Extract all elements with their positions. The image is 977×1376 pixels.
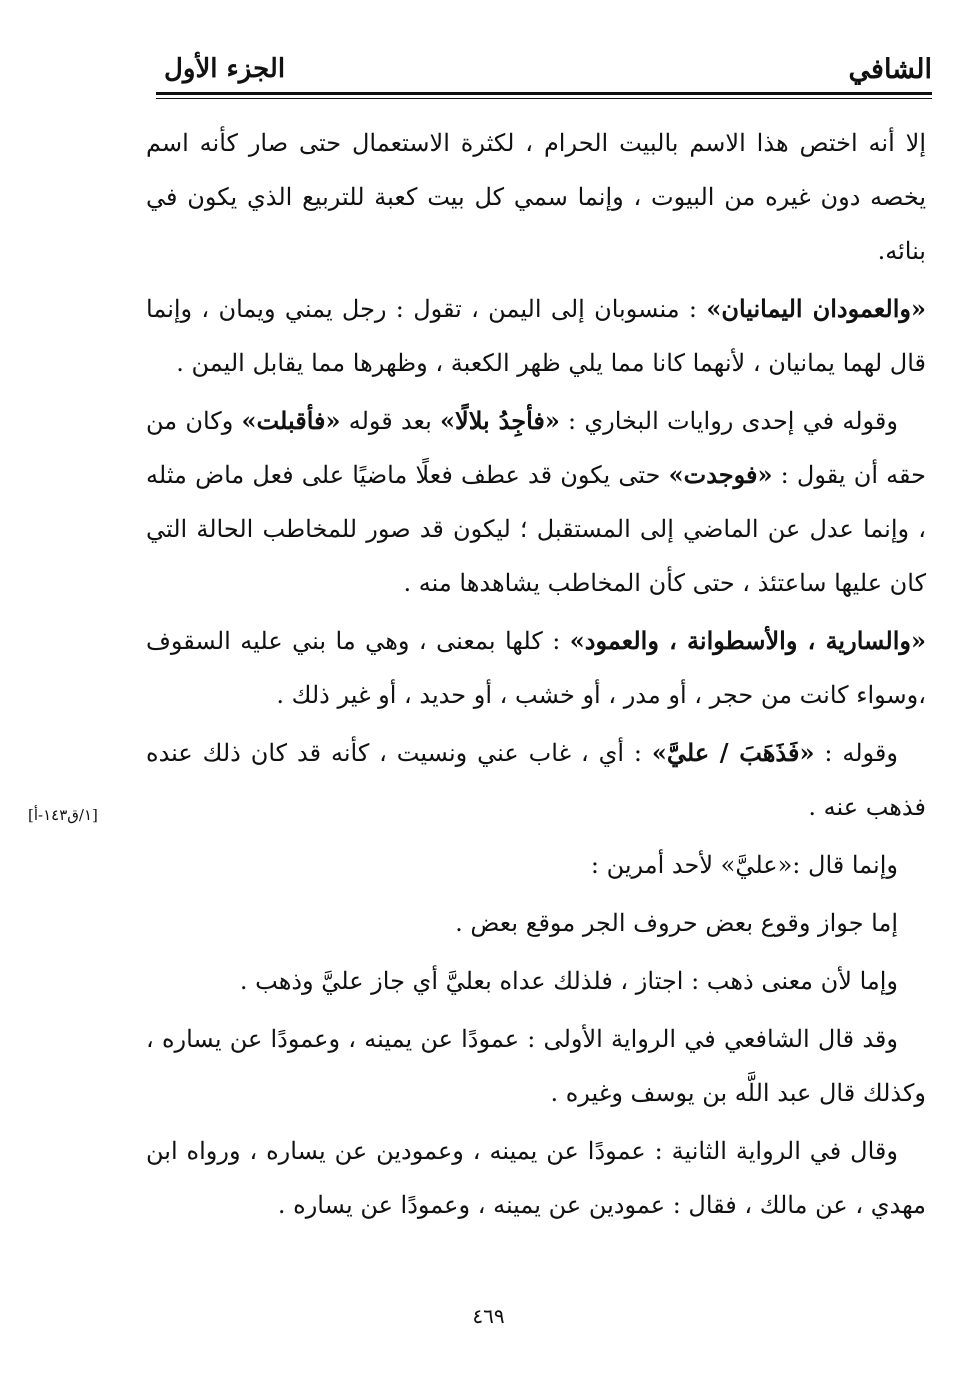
paragraph-1 xyxy=(146,116,926,278)
paragraph-10 xyxy=(146,1124,926,1232)
paragraph-7-text: إما جواز وقوع بعض حروف الجر موقع بعض . xyxy=(455,909,898,937)
paragraph-6 xyxy=(146,838,926,892)
header-rule-thick xyxy=(156,92,932,95)
manuscript-folio-note: [١/ق١٤٣-أ] xyxy=(28,806,98,824)
paragraph-4-text: : كلها بمعنى ، وهي ما بني عليه السقوف ،وسواء كانت من حجر ، أو مدر ، أو خشب ، أو حديد ، أو غير ذلك . xyxy=(146,627,926,709)
paragraph-2 xyxy=(146,282,926,390)
paragraph-3 xyxy=(146,394,926,610)
term-sariya: «والسارية ، والأسطوانة ، والعمود» xyxy=(569,626,926,655)
book-title: الشافي xyxy=(848,54,932,85)
term-fadhahaba-alayya: «فَذَهَبَ / عليَّ» xyxy=(651,738,815,767)
term-fawajadt: «فوجدت» xyxy=(668,460,773,489)
term-yamaniyan: «والعمودان اليمانيان» xyxy=(706,294,927,323)
paragraph-2-text: : منسوبان إلى اليمن ، تقول : رجل يمني ويمان ، وإنما قال لهما يمانيان ، لأنهما كانا مما يلي ظهر الكعبة ، وظهرها مما يقابل اليمن . xyxy=(146,295,926,377)
running-header xyxy=(156,52,932,92)
paragraph-4 xyxy=(146,614,926,722)
paragraph-3-text-d: حتى يكون قد عطف فعلًا ماضيًا على فعل ماض مثله ، وإنما عدل عن الماضي إلى المستقبل ؛ ليكون قد صور للمخاطب الحالة التي كان عليها ساعتئذ ، حتى كأن المخاطب يشاهدها منه . xyxy=(146,461,926,597)
paragraph-9-text: وقد قال الشافعي في الرواية الأولى : عمودًا عن يمينه ، وعمودًا عن يساره ، وكذلك قال عبد اللَّه بن يوسف وغيره . xyxy=(146,1025,926,1107)
paragraph-3-text-a: وقوله في إحدى روايات البخاري : xyxy=(559,407,898,435)
term-fajidu-bilalan: «فأجِدُ بلالًا» xyxy=(440,406,560,435)
paragraph-6-text: وإنما قال :«عليَّ» لأحد أمرين : xyxy=(590,851,898,879)
paragraph-8 xyxy=(146,954,926,1008)
paragraph-5-text: : أي ، غاب عني ونسيت ، كأنه قد كان ذلك عنده فذهب عنه . xyxy=(146,739,926,821)
paragraph-5 xyxy=(146,726,926,834)
page-number: ٤٦٩ xyxy=(472,1304,505,1328)
paragraph-9 xyxy=(146,1012,926,1120)
page-body xyxy=(146,116,926,1236)
paragraph-7 xyxy=(146,896,926,950)
paragraph-10-text: وقال في الرواية الثانية : عمودًا عن يمينه ، وعمودين عن يساره ، ورواه ابن مهدي ، عن مالك ، فقال : عمودين عن يمينه ، وعمودًا عن يساره . xyxy=(146,1137,926,1219)
paragraph-3-text-b: بعد قوله xyxy=(340,407,441,435)
paragraph-3-text-c: وكان من حقه أن يقول : xyxy=(146,407,927,489)
paragraph-8-text: وإما لأن معنى ذهب : اجتاز ، فلذلك عداه بعليَّ أي جاز عليَّ وذهب . xyxy=(239,967,898,995)
volume-title: الجزء الأول xyxy=(164,54,286,84)
paragraph-1-text: إلا أنه اختص هذا الاسم بالبيت الحرام ، لكثرة الاستعمال حتى صار كأنه اسم يخصه دون غيره من البيوت ، وإنما سمي كل بيت كعبة للتربيع الذي يكون في بنائه. xyxy=(146,129,927,265)
paragraph-5-text-a: وقوله : xyxy=(814,739,898,767)
term-faqbalt: «فأقبلت» xyxy=(241,406,341,435)
header-rule-thin xyxy=(156,98,932,99)
